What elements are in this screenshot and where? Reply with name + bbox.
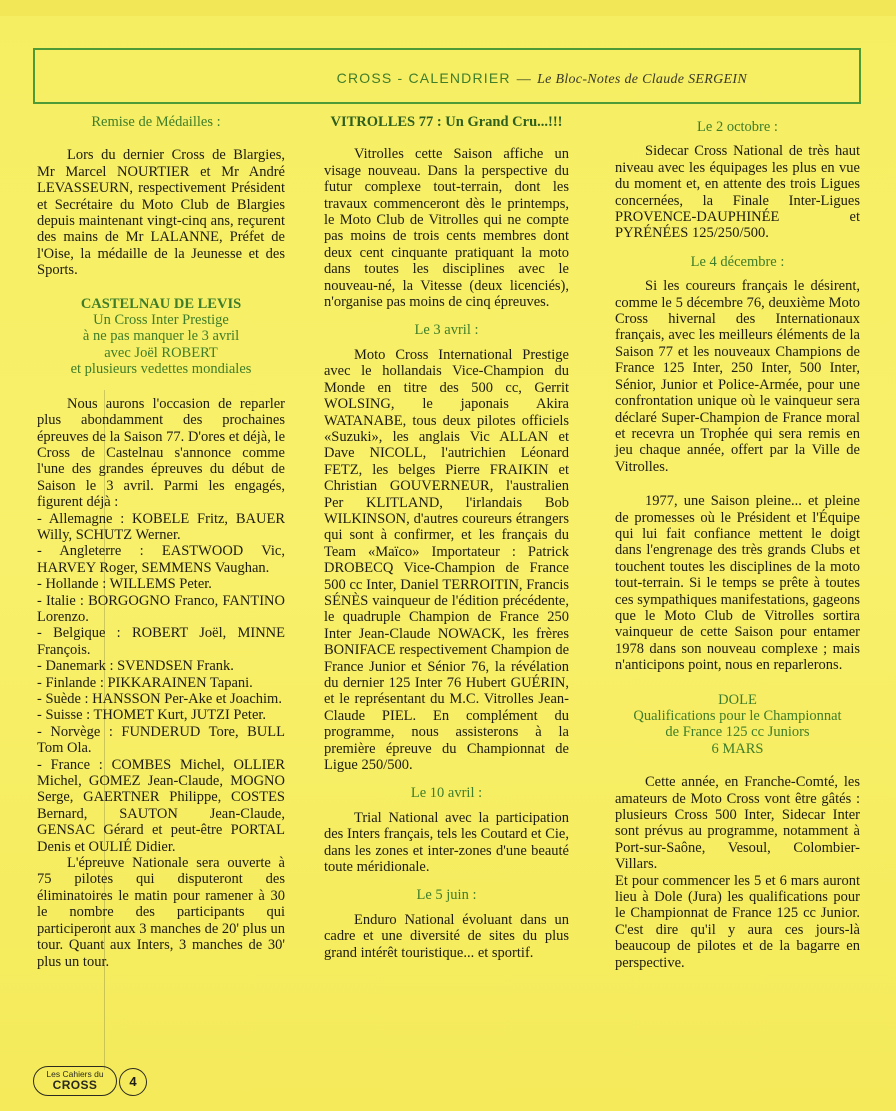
- paragraph-epreuve-nationale: L'épreuve Nationale sera ouverte à 75 pilotes qui disputeront des éliminatoires le matin pour ramener à 30 le nombre des participants qui participeront aux 3 manches de 20' plus un tour. Quant aux Inters, 3 manches de 30' plus un tour.: [37, 855, 285, 970]
- header-title: [35, 70, 859, 88]
- date-3-avril: Le 3 avril :: [414, 322, 479, 339]
- list-item-italie: - Italie : BORGOGNO Franco, FANTINO Lorenzo.: [37, 592, 285, 625]
- list-item-finlande: - Finlande : PIKKARAINEN Tapani.: [37, 674, 253, 691]
- logo-cross-text: CROSS: [52, 1078, 98, 1092]
- title-dash: —: [516, 72, 532, 87]
- paragraph-dole-2: Et pour commencer les 5 et 6 mars auront lieu à Dole (Jura) les qualifications pour le Championnat de France 125 cc Junior. C'est dire qu'il y aura ces jours-là beaucoup de pilotes et de la bagarre en perspective.: [615, 872, 860, 971]
- column-middle: [324, 114, 569, 961]
- section-subtitle: Le Bloc-Notes de Claude SERGEIN: [537, 72, 747, 87]
- heading-vitrolles: VITROLLES 77 : Un Grand Cru...!!!: [330, 114, 563, 130]
- column-left: [37, 114, 285, 970]
- page-number: 4: [119, 1068, 147, 1096]
- paragraph-saison-1977: 1977, une Saison pleine... et pleine de promesses où le Président et l'Équipe qui lui fait confiance mettent le doigt dans l'engrenage des très grands Clubs et touchent toutes les disciplines de la moto tout-terrain. Si le temps se prête à toutes ces sympathiques manifestations, gageons que le Moto Club de Vitrolles sortira vainqueur de cette Saison pour entamer 1978 dans son nouveau complexe ; mais n'anticipons point, nous en reparlerons.: [615, 493, 860, 674]
- top-edge: [0, 0, 896, 16]
- paragraph-vitrolles-intro: Vitrolles cette Saison affiche un visage nouveau. Dans la perspective du futur complexe tout-terrain, dont les travaux commenceront dès le printemps, le Moto Club de Vitrolles qui ne compte pas moins de trois cents membres dont deux cent cinquante pratiquant la moto dans toutes les disciplines avec le nouveau-né, la Vitesse (deux licenciés), n'organise pas moins de cinq épreuves.: [324, 146, 569, 311]
- dole-date: 6 MARS: [711, 740, 764, 757]
- paragraph-10-avril: Trial National avec la participation des Inters français, tels les Coutard et Cie, dans les zones et inter-zones d'une beauté toute méridionale.: [324, 809, 569, 876]
- dole-line3: de France 125 cc Juniors: [665, 724, 810, 741]
- logo-small-text: Les Cahiers du: [46, 1069, 104, 1079]
- castelnau-header: [37, 296, 285, 378]
- paragraph-dole-1: Cette année, en Franche-Comté, les amateurs de Moto Cross vont être gâtés : plusieurs Cross 500 Inter, Sidecar Inter sont prévus au programme, notamment à Port-sur-Saône, Vesoul, Colombier-Villars.: [615, 774, 860, 873]
- list-item-danemark: - Danemark : SVENDSEN Frank.: [37, 658, 234, 675]
- list-item-suede: - Suède : HANSSON Per-Ake et Joachim.: [37, 691, 282, 707]
- section-title: CROSS - CALENDRIER: [336, 70, 511, 86]
- list-item-france: - France : COMBES Michel, OLLIER Michel, GOMEZ Jean-Claude, MOGNO Serge, GAERTNER Philippe, COSTES Bernard, SAUTON Jean-Claude, GENSAC Gérard et peut-être PORTAL Denis et OULIÉ Didier.: [37, 756, 285, 855]
- castelnau-line3: à ne pas manquer le 3 avril: [82, 328, 240, 345]
- castelnau-line5: et plusieurs vedettes mondiales: [70, 361, 252, 378]
- list-item-hollande: - Hollande : WILLEMS Peter.: [37, 576, 212, 593]
- paragraph-medals: Lors du dernier Cross de Blargies, Mr Marcel NOURTIER et Mr André LEVASSEURN, respectivement Président et Secrétaire du Moto Club de Blargies depuis maintenant vingt-cinq ans, reçurent des mains de Mr LALANNE, Préfet de l'Oise, la médaille de la Jeunesse et des Sports.: [37, 147, 285, 279]
- list-item-norvege: - Norvège : FUNDERUD Tore, BULL Tom Ola.: [37, 723, 285, 757]
- paragraph-castelnau: Nous aurons l'occasion de reparler plus abondamment des prochaines épreuves de la Saison 77. D'ores et déjà, le Cross de Castelnau s'annonce comme l'une des grandes épreuves du début de Saison le 3 avril. Parmi les engagés, figurent déjà :: [37, 395, 285, 511]
- magazine-logo: [33, 1062, 143, 1100]
- list-item-belgique: - Belgique : ROBERT Joël, MINNE François.: [37, 625, 285, 658]
- date-2-octobre: Le 2 octobre :: [697, 119, 778, 135]
- paragraph-2-octobre: Sidecar Cross National de très haut niveau avec les équipages les plus en vue du moment et, en attente des trois Ligues concernées, la Finale Inter-Ligues PROVENCE-DAUPHINÉE et PYRÉNÉES 125/250/500.: [615, 143, 860, 242]
- dole-line2: Qualifications pour le Championnat: [633, 708, 842, 724]
- date-4-decembre: Le 4 décembre :: [690, 253, 785, 270]
- date-5-juin: Le 5 juin :: [416, 887, 477, 904]
- list-item-angleterre: - Angleterre : EASTWOOD Vic, HARVEY Roger, SEMMENS Vaughan.: [37, 543, 285, 576]
- castelnau-line2: Un Cross Inter Prestige: [93, 312, 229, 329]
- paragraph-4-decembre: Si les coureurs français le désirent, comme le 5 décembre 76, deuxième Moto Cross hivernal des Internationaux français, avec les meilleurs éléments de la Saison 77 et les nouveaux Champions de France 125 Inter, 250 Inter, 500 Inter, Sénior, Junior et Police-Armée, pour une confrontation unique où le vainqueur sera déclaré Super-Champion de France moral et recevra un Trophée qui sera remis en jeu chaque année, offert par la Ville de Vitrolles.: [615, 278, 860, 475]
- logo-pill: [33, 1066, 117, 1096]
- date-10-avril: Le 10 avril :: [410, 785, 483, 802]
- list-item-suisse: - Suisse : THOMET Kurt, JUTZI Peter.: [37, 707, 267, 724]
- dole-title: DOLE: [718, 691, 757, 708]
- paragraph-5-juin: Enduro National évoluant dans un cadre et une diversité de sites du plus grand intérêt touristique... et sportif.: [324, 911, 569, 961]
- castelnau-title: CASTELNAU DE LEVIS: [80, 295, 242, 312]
- castelnau-line4: avec Joël ROBERT: [104, 344, 218, 361]
- dole-header: [615, 692, 860, 758]
- header-banner: [33, 48, 861, 104]
- paragraph-3-avril: Moto Cross International Prestige avec le hollandais Vice-Champion du Monde en titre des 500 cc, Gerrit WOLSING, le japonais Akira WATANABE, tous deux pilotes officiels «Suzuki», les anglais Vic ALLAN et Dave NICOLL, l'autrichien Léonard FETZ, les belges Pierre FRAIKIN et Christian GOUVERNEUR, l'australien Per KLITLAND, l'irlandais Bob WILKINSON, d'autres coureurs étrangers qui sont à confirmer, et les français du Team «Maïco» Importateur : Patrick DROBECQ Vice-Champion de France 500 cc Inter, Daniel TERROITIN, Francis SÉNÈS vainqueur de l'édition précédente, le quadruple Champion de France 250 Inter Jean-Claude NOWACK, les frères BONIFACE respectivement Champion de France Junior et Sénior 76, la révélation du dernier 125 Inter 76 Hubert GUÉRIN, et le représentant du M.C. Vitrolles Jean-Claude PIEL. En complément du programme, nous assisterons à la première épreuve du Championnat de Ligue 250/500.: [324, 346, 569, 774]
- heading-medals: Remise de Médailles :: [91, 114, 221, 130]
- column-right: [615, 114, 860, 971]
- list-item-allemagne: - Allemagne : KOBELE Fritz, BAUER Willy, SCHUTZ Werner.: [37, 510, 285, 543]
